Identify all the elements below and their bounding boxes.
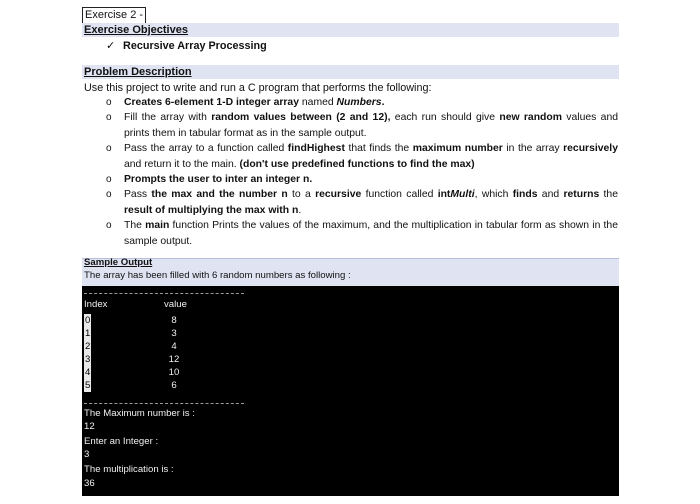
index-cell: 0 bbox=[85, 315, 91, 326]
input-value: 3 bbox=[84, 449, 90, 460]
value-cell: 8 bbox=[171, 315, 177, 326]
table-row bbox=[82, 327, 282, 340]
console-output bbox=[82, 286, 619, 496]
list-item: o Pass the array to a function called findHighest that finds the maximum number in the array recursively and return it to the main. (don't use predefined functions to find the max) bbox=[106, 143, 618, 170]
index-cell: 4 bbox=[85, 367, 91, 378]
table-row bbox=[82, 314, 282, 327]
sample-heading: Sample Output bbox=[84, 257, 153, 268]
index-cell: 2 bbox=[85, 341, 91, 352]
mult-label: The multiplication is : bbox=[84, 464, 174, 475]
list-item: o Prompts the user to inter an integer n. bbox=[104, 172, 618, 187]
dashed-divider bbox=[84, 403, 244, 404]
index-cell: 1 bbox=[85, 328, 91, 339]
bullet-icon: o bbox=[106, 174, 112, 186]
value-cell: 6 bbox=[171, 380, 177, 391]
table-row bbox=[82, 379, 282, 392]
objective-item bbox=[106, 39, 267, 53]
value-cell: 12 bbox=[168, 354, 180, 365]
bullet-icon: o bbox=[106, 220, 112, 232]
index-cell: 3 bbox=[85, 354, 91, 365]
dashed-divider bbox=[84, 293, 244, 294]
max-label: The Maximum number is : bbox=[84, 408, 195, 419]
prompt-label: Enter an Integer : bbox=[84, 436, 159, 447]
objective-text: Recursive Array Processing bbox=[123, 40, 267, 52]
value-cell: 4 bbox=[171, 341, 177, 352]
list-item: o Fill the array with random values between (2 and 12), each run should give new random values and prints them in tabular format as in the sample output. bbox=[106, 112, 619, 139]
value-cell: 3 bbox=[171, 328, 177, 339]
table-row bbox=[82, 353, 282, 366]
bullet-icon: o bbox=[106, 112, 112, 124]
index-cell: 5 bbox=[85, 380, 91, 391]
max-value: 12 bbox=[84, 421, 95, 432]
bullet-icon: o bbox=[106, 143, 112, 155]
index-header: Index bbox=[84, 299, 108, 310]
problem-intro: Use this project to write and run a C program that performs the following: bbox=[84, 82, 432, 94]
objectives-heading: Exercise Objectives bbox=[84, 24, 188, 36]
table-row bbox=[82, 366, 282, 379]
check-mark-icon: ✓ bbox=[106, 40, 116, 52]
list-item: o Creates 6-element 1-D integer array named Numbers. bbox=[104, 95, 618, 110]
bullet-icon: o bbox=[106, 189, 112, 201]
table-row bbox=[82, 340, 282, 353]
list-item: o The main function Prints the values of the maximum, and the multiplication in tabular form as shown in the sample output. bbox=[106, 220, 618, 247]
list-item: o Pass the max and the number n to a recursive function called intMulti, which finds and returns the result of multiplying the max with n. bbox=[106, 189, 618, 216]
requirements-list bbox=[104, 95, 618, 249]
value-header: value bbox=[164, 299, 187, 310]
mult-value: 36 bbox=[84, 478, 95, 489]
exercise-title: Exercise 2 - bbox=[82, 7, 146, 24]
bullet-icon: o bbox=[106, 97, 112, 108]
output-table bbox=[82, 314, 282, 392]
problem-heading: Problem Description bbox=[84, 66, 192, 78]
value-cell: 10 bbox=[168, 367, 180, 378]
console-first-line: The array has been filled with 6 random numbers as following : bbox=[84, 270, 351, 281]
